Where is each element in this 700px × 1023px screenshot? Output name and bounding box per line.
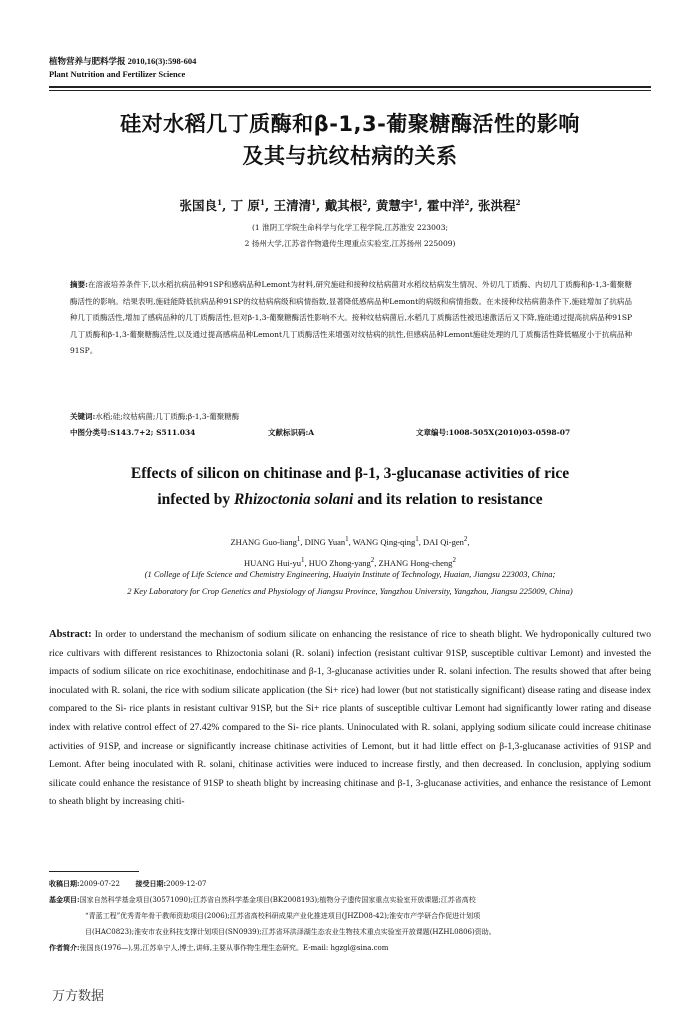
author-cn: 张国良$^1$ [179,197,222,213]
footnote-dates: 收稿日期:2009-07-22 接受日期:2009-12-07 [49,879,207,888]
english-title-line1: Effects of silicon on chitinase and β-1, 3-glucanase activities of rice [130,465,570,482]
author-cn: 张洪程$^2$ [478,197,521,213]
english-title-line2: infected by Rhizoctonia solani and its relation to resistance [157,491,543,508]
footnotes [49,876,651,956]
english-authors-line1: ZHANG Guo-liang$^1$, DING Yuan$^1$, WANG Qing-qing$^1$, DAI Qi-gen$^2$, [230,535,470,547]
footnote-rule [49,871,139,872]
chinese-keywords [70,410,632,424]
author-cn: 霍中洋$^2$ [426,197,470,213]
chinese-title-line1: 硅对水稻几丁质酶和β-1,3-葡聚糖酶活性的影响 [120,112,580,136]
author-en: WANG Qing-qing$^1$ [352,535,419,547]
cn-keywords-label: 关键词: [70,412,96,421]
header-rule-thick [49,86,651,88]
cn-affiliation-2: 2 扬州大学,江苏省作物遗传生理重点实验室,江苏扬州 225009) [244,239,456,248]
cn-affiliation-1: (1 淮阴工学院生命科学与化学工程学院,江苏淮安 223003; [251,223,448,232]
chinese-title-line2: 及其与抗纹枯病的关系 [242,144,458,168]
classification-line [70,426,632,440]
author-en: HUANG Hui-$yu^1$ [244,555,305,568]
document-code: 文献标识码:A [268,428,315,437]
footnote-author: 作者简介:张国良(1976—),男,江苏阜宁人,博士,讲师,主要从事作物生理生态研究。E-mail: hgzgl@sina.com [49,943,389,952]
english-abstract [49,626,651,812]
author-en: DING Yuan$^1$ [304,535,349,547]
en-affiliation-2: 2 Key Laboratory for Crop Genetics and Physiology of Jiangsu Province, Yangzhou University, Yangzhou, Jiangsu 225009, China) [127,586,573,596]
header-rule-thin [49,90,651,91]
author-en: HUO Zhong-yang$^2$ [308,555,375,568]
author-en: ZHANG Hong-cheng$^2$ [378,555,456,568]
author-cn: 丁 原$^1$ [230,197,265,213]
author-en: DAI Qi-gen$^2$ [423,535,468,547]
footnote-funding-line2: “青蓝工程”优秀青年骨干教师资助项目(2006);江苏省高校科研成果产业化推进项目(JHZD08-42);淮安市产学研合作促进计划项 [85,912,481,920]
wanfang-watermark: 万方数据 [52,989,105,1004]
en-abstract-text: In order to understand the mechanism of sodium silicate on enhancing the resistance of rice to sheath blight. We hydroponically cultured two rice cultivars with different resistances to Rhizoctonia solani (R. solani) infection (resistant cultivar 91SP, susceptible cultivar Lemont) and invested the impacts of sodium silicate on rice exochitinase, endochitinase and β-1, 3-glucanase activities under R. solani infection. The results showed that after being inoculated with R. solani, the rice with sodium silicate application (the Si+ rice) had lower (but not statistically significant) disease rating and disease index compared to the Si- rice plants in resistant cultivar 91SP, but the Si+ rice plants of susceptible cultivar Lemont had significantly lower rating and disease index with relative control effect of 27.42% compared to the Si- rice plants. Uninoculated with R. solani, applying sodium silicate could increase chitinase activities of 91SP, and increase or significantly increase chitinase activities of Lemont, but it had little effect on β-1,3-glucanase activities of 91SP and Lemont. After being inoculated with R. solani, chitinase activities were induced to increase firstly, and then decreased. In conclusion, applying sodium silicate could enhance the resistance of 91SP to sheath blight by increasing chitinase and β-1, 3-glucanase activities, and enhance the resistance of Lemont to sheath blight by increasing chiti- [49,629,651,808]
chinese-abstract [70,277,632,360]
article-number: 文章编号:1008-505X(2010)03-0598-07 [416,428,571,437]
author-en: ZHANG Guo-liang$^1$ [230,535,301,547]
footnote-funding: 基金项目:国家自然科学基金项目(30571090);江苏省自然科学基金项目(BK2008193);植物分子遗传国家重点实验室开放课题;江苏省高校 [49,895,476,904]
cn-abstract-label: 摘要: [70,280,88,289]
chinese-affiliations [49,220,651,252]
author-cn: 黄慧宇$^1$ [375,197,419,213]
en-affiliation-1: (1 College of Life Science and Chemistry Engineering, Huaiyin Institute of Technology, Huaian, Jiangsu 223003, China; [144,569,556,579]
footnote-funding-line3: 目(HAC0823);淮安市农业科技支撑计划项目(SN0939);江苏省环洪泽湖生态农业生物技术重点实验室开放课题(HZHL0806)资助。 [85,928,496,936]
cn-abstract-text: 在溶液培养条件下,以水稻抗病品种91SP和感病品种Lemont为材料,研究施硅和接种纹枯病菌对水稻纹枯病发生情况、外切几丁质酶、内切几丁质酶和β-1,3-葡聚糖酶活性的影响。结果表明,施硅能降低抗病品种91SP的纹枯病病级和病情指数,显著降低感病品种Lemont的病级和病情指数。在未接种纹枯病菌条件下,施硅增加了抗病品种几丁质酶活性,增加了感病品种的几丁质酶活性,但对β-1,3-葡聚糖酶活性影响不大。接种纹枯病菌后,水稻几丁质酶活性被迅速激活后又下降,施硅通过提高抗病品种91SP几丁质酶和β-1,3-葡聚糖酶活性,以及通过提高感病品种Lemont几丁质酶活性来增强对纹枯病的抗性,但感病品种Lemont施硅处理的几丁质酶活性降低幅度小于抗病品种91SP。 [70,280,632,356]
chinese-authors: 张国良$^1$, 丁 原$^1$, 王清清$^1$, 戴其根$^2$, 黄慧宇$^1$, 霍中洋$^2$, 张洪程$^2$ [179,197,521,213]
journal-header [49,55,649,81]
author-cn: 王清清$^1$ [273,197,316,213]
english-title [49,461,651,513]
en-abstract-label: Abstract: [49,629,92,640]
english-authors-line2: HUANG Hui-$yu^1$, HUO Zhong-yang$^2$, ZHANG Hong-cheng$^2$ [244,555,456,568]
chinese-title [49,108,651,172]
clc-number: 中图分类号:S143.7+2; S511.034 [70,428,196,437]
english-affiliations [49,566,651,600]
journal-name-en: Plant Nutrition and Fertilizer Science [49,69,186,79]
journal-name-cn: 植物营养与肥料学报 2010,16(3):598-604 [49,56,197,66]
cn-keywords-text: 水稻;硅;纹枯病菌;几丁质酶;β-1,3-葡聚糖酶 [95,412,240,421]
author-cn: 戴其根$^2$ [324,197,368,213]
